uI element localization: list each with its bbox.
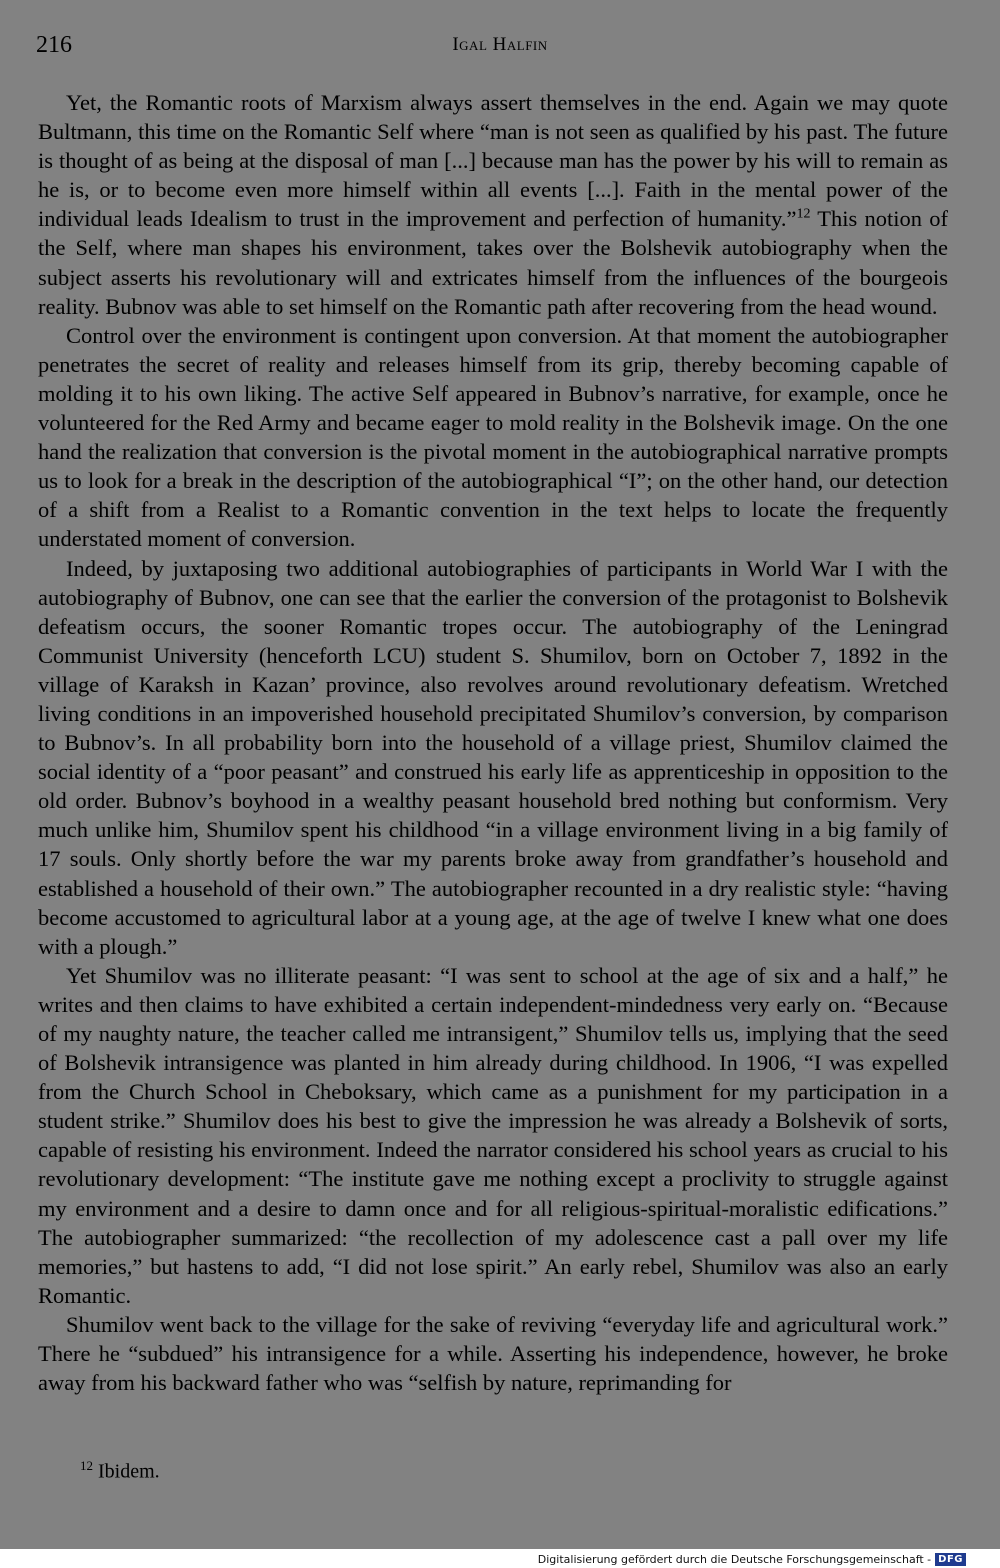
footnote-number: 12 [80,1458,93,1473]
paragraph-1 [38,88,948,321]
page-number: 216 [36,32,72,58]
paragraph-1-continuation: This notion of the Self, where man shapes his environment, takes over the Bolshevik autobiography when the subject asserts his revolutionary will and extricates himself from the influences of the bourgeois reality. Bubnov was able to set himself on the Romantic path after recovering from the head wound. [38,206,949,319]
paragraph-4: Yet Shumilov was no illiterate peasant: “I was sent to school at the age of six and a half,” he writes and then claims to have exhibited a certain independent-mindedness very early on. “Because of my naughty nature, the teacher called me intransigent,” Shumilov tells us, implying that the seed of Bolshevik intransigence was planted in him already during childhood. In 1906, “I was expelled from the Church School in Cheboksary, which came as a punishment for my participation in a student strike.” Shumilov does his best to give the impression he was already a Bolshevik of sorts, capable of resisting his environment. Indeed the narrator considered his school years as crucial to his revolutionary development: “The institute gave me nothing except a proclivity to struggle against my environment and a desire to damn once and for all religious-spiritual-moralistic edifications.” The autobiographer summarized: “the recollection of my adolescence cast a pall over my life memories,” but hastens to add, “I did not lose spirit.” An early rebel, Shumilov was also an early Romantic. [38,962,948,1308]
footnote-ref-12[interactable]: 12 [796,206,811,222]
footnote-text: Ibidem. [93,1460,160,1483]
dfg-logo-icon: DFG [935,1553,966,1566]
paragraph-3: Indeed, by juxtaposing two additional autobiographies of participants in World War I with the autobiography of Bubnov, one can see that the earlier the conversion of the protagonist to Bolshevik defeatism occurs, the sooner Romantic tropes occur. The autobiography of the Leningrad Communist University (henceforth LCU) student S. Shumilov, born on October 7, 1892 in the village of Karaksh in Kazan’ province, also revolves around revolutionary defeatism. Wretched living conditions in an impoverished household precipitated Shumilov’s conversion, by comparison to Bubnov’s. In all probability born into the household of a village priest, Shumilov claimed the social identity of a “poor peasant” and construed his early life as apprenticeship in opposition to the old order. Bubnov’s boyhood in a wealthy peasant household bred nothing but conformism. Very much unlike him, Shumilov spent his childhood “in a village environment living in a big family of 17 souls. Only shortly before the war my parents broke away from grandfather’s household and established a household of their own.” The autobiographer recounted in a dry realistic style: “having become accustomed to agricultural labor at a young age, at the age of twelve I knew what one does with a plough.” [38,555,948,959]
footnote-12 [80,1458,160,1484]
body-text [38,88,948,1397]
paragraph-1-text: Yet, the Romantic roots of Marxism always assert themselves in the end. Again we may quote Bultmann, this time on the Romantic Self where “man is not seen as qualified by his past. The future is thought of as being at the disposal of man [...] because man has the power by his will to remain as he is, or to become even more himself within all events [...]. Faith in the mental power of the individual leads Idealism to trust in the improvement and perfection of humanity.” [38,90,948,232]
credit-text: Digitalisierung gefördert durch die Deutsche Forschungsgemeinschaft - [537,1553,932,1566]
running-title: Igal Halfin [452,34,548,55]
paragraph-5: Shumilov went back to the village for the sake of reviving “everyday life and agricultural work.” There he “subdued” his intransigence for a while. Asserting his independence, however, he broke away from his backward father who was “selfish by nature, reprimanding for [38,1311,948,1396]
paragraph-2: Control over the environment is contingent upon conversion. At that moment the autobiographer penetrates the secret of reality and releases himself from its grip, thereby becoming capable of molding it to his own liking. The active Self appeared in Bubnov’s narrative, for example, once he volunteered for the Red Army and became eager to mold reality in the Bolshevik image. On the one hand the realization that conversion is the pivotal moment in the autobiographical narrative prompts us to look for a break in the description of the autobiographical “I”; on the other hand, our detection of a shift from a Realist to a Romantic convention in the text helps to locate the frequently understated moment of conversion. [38,322,948,552]
digitization-credit [538,1553,966,1566]
